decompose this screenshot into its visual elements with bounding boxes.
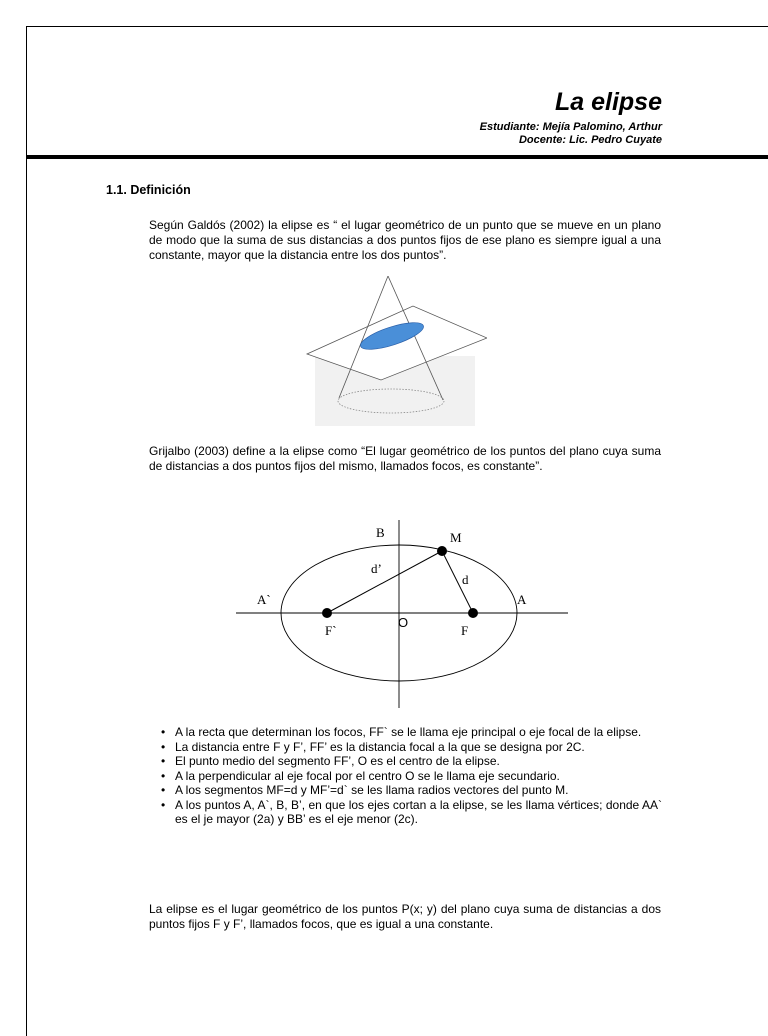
teacher-name: Docente: Lic. Pedro Cuyate	[518, 134, 662, 146]
point-m	[437, 546, 447, 556]
label-d-prime: d’	[371, 561, 382, 576]
header-rule	[26, 155, 768, 159]
paragraph-conclusion: La elipse es el lugar geométrico de los puntos P(x; y) del plano cuya suma de distancias a dos puntos fijos F y F’, llamados focos, que es igual a una constante.	[149, 902, 661, 931]
label-d: d	[462, 572, 469, 587]
paragraph-grijalbo: Grijalbo (2003) define a la elipse como “El lugar geométrico de los puntos del plano cuya suma de distancias a dos puntos fijos del mismo, llamados focos, es constante”.	[149, 444, 661, 473]
list-item: • El punto medio del segmento FF’, O es el centro de la elipse.	[149, 754, 662, 769]
list-item: • A los puntos A, A`, B, B’, en que los ejes cortan a la elipse, se les llama vértices; donde AA` es el je mayor (2a) y BB’ es el eje menor (2c).	[149, 798, 662, 827]
ellipse-diagram	[230, 518, 576, 710]
label-f-prime: F`	[325, 623, 337, 638]
section-heading: 1.1. Definición	[106, 183, 191, 197]
label-m: M	[450, 530, 462, 545]
cone-section-figure	[305, 276, 487, 426]
focus-f	[468, 608, 478, 618]
label-b: B	[376, 525, 385, 540]
label-a-prime: A`	[257, 592, 271, 607]
properties-list	[149, 725, 662, 827]
label-a: A	[517, 592, 527, 607]
focus-f-prime	[322, 608, 332, 618]
list-item: • A la perpendicular al eje focal por el centro O se le llama eje secundario.	[149, 769, 662, 784]
paragraph-galdos: Según Galdós (2002) la elipse es “ el lugar geométrico de un punto que se mueve en un plano de modo que la suma de sus distancias a dos puntos fijos de ese plano es siempre igual a una constante, mayor que la distancia entre los dos puntos”.	[149, 218, 661, 262]
list-item: • A la recta que determinan los focos, FF` se le llama eje principal o eje focal de la elipse.	[149, 725, 662, 740]
list-item: • A los segmentos MF=d y MF’=d` se les llama radios vectores del punto M.	[149, 783, 662, 798]
label-o: O	[398, 615, 409, 630]
label-f: F	[461, 623, 469, 638]
radius-vector-d-prime	[327, 551, 442, 613]
student-name: Estudiante: Mejía Palomino, Arthur	[479, 121, 662, 133]
list-item: • La distancia entre F y F’, FF’ es la distancia focal a la que se designa por 2C.	[149, 740, 662, 755]
document-title: La elipse	[555, 88, 662, 116]
